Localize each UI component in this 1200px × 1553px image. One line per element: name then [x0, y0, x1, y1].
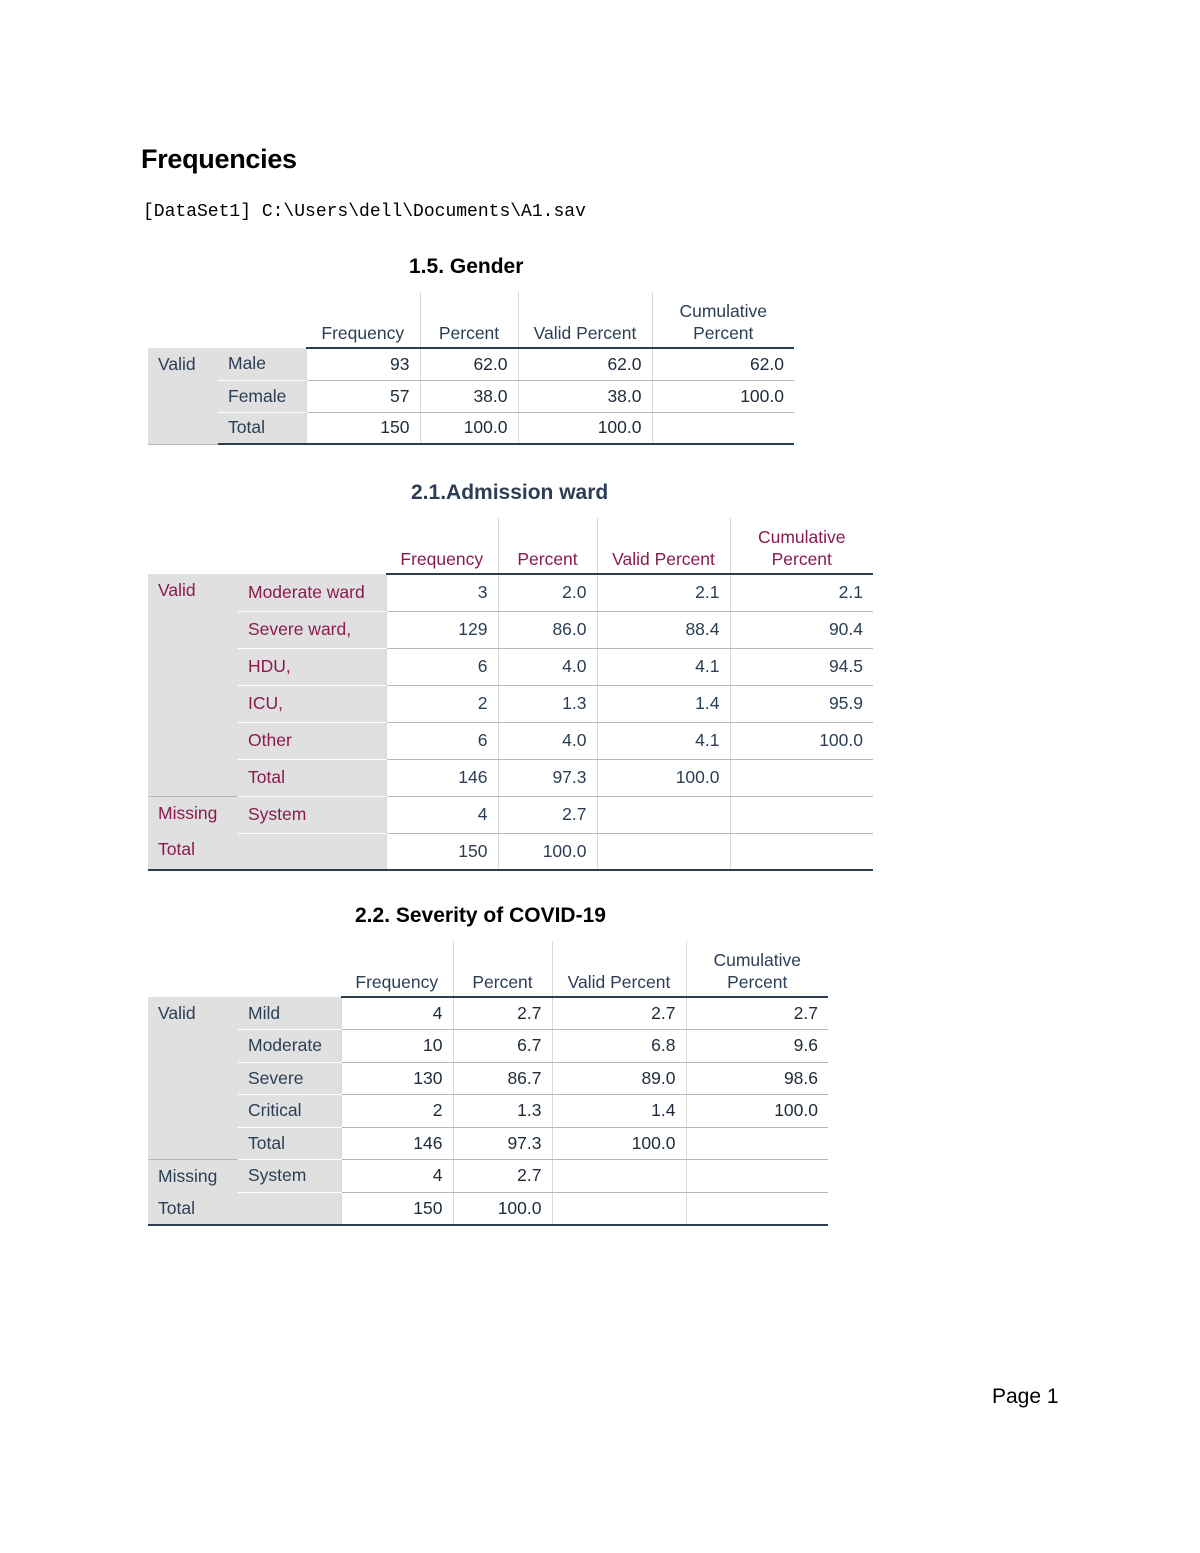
row-label: ICU,: [238, 685, 386, 722]
cell-value: 100.0: [552, 1127, 686, 1160]
table-row: [148, 1030, 828, 1063]
table-row: [148, 348, 794, 380]
row-label: Total: [218, 412, 306, 444]
row-label: [238, 833, 386, 870]
cell-value: 100.0: [420, 412, 518, 444]
cell-value: 86.7: [453, 1062, 552, 1095]
cell-value: 57: [306, 380, 420, 412]
cell-value: 100.0: [498, 833, 597, 870]
cell-value: 1.3: [498, 685, 597, 722]
column-header: Valid Percent: [597, 518, 730, 574]
column-header: Percent: [498, 518, 597, 574]
cell-value: [597, 796, 730, 833]
cell-value: 4: [341, 997, 453, 1030]
table-title-gender: 1.5. Gender: [409, 255, 524, 278]
cell-value: 100.0: [597, 759, 730, 796]
cell-value: 150: [306, 412, 420, 444]
column-header: Cumulative Percent: [686, 941, 828, 997]
cell-value: 2.7: [453, 997, 552, 1030]
table-row: [148, 1127, 828, 1160]
cell-value: 100.0: [518, 412, 652, 444]
table-row: [148, 412, 794, 444]
cell-value: 2.7: [453, 1160, 552, 1193]
row-group-label: Valid: [148, 348, 218, 444]
cell-value: [552, 1192, 686, 1225]
row-label: HDU,: [238, 648, 386, 685]
cell-value: 6.8: [552, 1030, 686, 1063]
table-row: [148, 648, 873, 685]
cell-value: 89.0: [552, 1062, 686, 1095]
cell-value: [686, 1127, 828, 1160]
table-row: [148, 1062, 828, 1095]
column-header: Valid Percent: [552, 941, 686, 997]
cell-value: [686, 1160, 828, 1193]
column-header: Cumulative Percent: [730, 518, 873, 574]
row-label: Total: [238, 1127, 341, 1160]
cell-value: 150: [386, 833, 498, 870]
cell-value: 62.0: [518, 348, 652, 380]
cell-value: 2.0: [498, 574, 597, 611]
cell-value: 4.1: [597, 722, 730, 759]
frequency-table-gender: [148, 292, 794, 445]
row-group-label: Total: [148, 1192, 238, 1225]
table-row: [148, 380, 794, 412]
table-title-admission-ward: 2.1.Admission ward: [411, 481, 609, 504]
table-row: [148, 722, 873, 759]
table-row: [148, 1160, 828, 1193]
cell-value: 6.7: [453, 1030, 552, 1063]
cell-value: 4.1: [597, 648, 730, 685]
row-group-label: Missing: [148, 1160, 238, 1193]
cell-value: 1.3: [453, 1095, 552, 1128]
column-header: Cumulative Percent: [652, 292, 794, 348]
column-header: Frequency: [306, 292, 420, 348]
page-number: Page 1: [992, 1385, 1059, 1408]
table-row: [148, 997, 828, 1030]
row-label: Total: [238, 759, 386, 796]
column-header: Frequency: [386, 518, 498, 574]
cell-value: [730, 796, 873, 833]
cell-value: 150: [341, 1192, 453, 1225]
cell-value: 6: [386, 648, 498, 685]
cell-value: [597, 833, 730, 870]
table-row: [148, 796, 873, 833]
cell-value: 2.7: [498, 796, 597, 833]
row-label: Female: [218, 380, 306, 412]
header-blank: [148, 518, 386, 574]
cell-value: 2.1: [730, 574, 873, 611]
table-row: [148, 759, 873, 796]
cell-value: 86.0: [498, 611, 597, 648]
cell-value: 100.0: [730, 722, 873, 759]
cell-value: 2: [341, 1095, 453, 1128]
cell-value: 2.7: [552, 997, 686, 1030]
cell-value: 129: [386, 611, 498, 648]
header-blank: [148, 941, 341, 997]
column-header: Frequency: [341, 941, 453, 997]
row-group-label: Valid: [148, 574, 238, 796]
row-label: Male: [218, 348, 306, 380]
cell-value: [730, 759, 873, 796]
row-label: Other: [238, 722, 386, 759]
row-label: System: [238, 796, 386, 833]
frequency-table-admission-ward: [148, 518, 873, 871]
cell-value: 146: [341, 1127, 453, 1160]
row-label: Critical: [238, 1095, 341, 1128]
row-label: Mild: [238, 997, 341, 1030]
row-group-label: Total: [148, 833, 238, 870]
cell-value: 4.0: [498, 722, 597, 759]
page-heading: Frequencies: [141, 144, 297, 174]
cell-value: 2.7: [686, 997, 828, 1030]
cell-value: [686, 1192, 828, 1225]
cell-value: 146: [386, 759, 498, 796]
table-row: [148, 685, 873, 722]
cell-value: 100.0: [686, 1095, 828, 1128]
cell-value: [552, 1160, 686, 1193]
cell-value: 10: [341, 1030, 453, 1063]
cell-value: [652, 412, 794, 444]
table-row: [148, 833, 873, 870]
column-header: Percent: [420, 292, 518, 348]
column-header: Percent: [453, 941, 552, 997]
cell-value: 2: [386, 685, 498, 722]
frequency-table-severity: [148, 941, 828, 1226]
cell-value: [730, 833, 873, 870]
row-label: Moderate: [238, 1030, 341, 1063]
table-row: [148, 1192, 828, 1225]
cell-value: 3: [386, 574, 498, 611]
cell-value: 1.4: [597, 685, 730, 722]
row-group-label: Valid: [148, 997, 238, 1160]
cell-value: 62.0: [652, 348, 794, 380]
table-title-severity: 2.2. Severity of COVID-19: [355, 904, 606, 927]
cell-value: 88.4: [597, 611, 730, 648]
row-label: [238, 1192, 341, 1225]
row-label: Severe ward,: [238, 611, 386, 648]
cell-value: 6: [386, 722, 498, 759]
cell-value: 1.4: [552, 1095, 686, 1128]
cell-value: 98.6: [686, 1062, 828, 1095]
cell-value: 4: [386, 796, 498, 833]
cell-value: 100.0: [652, 380, 794, 412]
row-label: Moderate ward: [238, 574, 386, 611]
row-label: Severe: [238, 1062, 341, 1095]
table-row: [148, 1095, 828, 1128]
cell-value: 95.9: [730, 685, 873, 722]
cell-value: 100.0: [453, 1192, 552, 1225]
row-group-label: Missing: [148, 796, 238, 833]
dataset-path: [DataSet1] C:\Users\dell\Documents\A1.sav: [143, 202, 586, 222]
cell-value: 94.5: [730, 648, 873, 685]
cell-value: 97.3: [498, 759, 597, 796]
row-label: System: [238, 1160, 341, 1193]
cell-value: 97.3: [453, 1127, 552, 1160]
table-row: [148, 611, 873, 648]
header-blank: [148, 292, 306, 348]
cell-value: 4.0: [498, 648, 597, 685]
column-header: Valid Percent: [518, 292, 652, 348]
table-row: [148, 574, 873, 611]
cell-value: 38.0: [518, 380, 652, 412]
cell-value: 38.0: [420, 380, 518, 412]
cell-value: 90.4: [730, 611, 873, 648]
cell-value: 93: [306, 348, 420, 380]
cell-value: 2.1: [597, 574, 730, 611]
cell-value: 62.0: [420, 348, 518, 380]
cell-value: 9.6: [686, 1030, 828, 1063]
cell-value: 130: [341, 1062, 453, 1095]
cell-value: 4: [341, 1160, 453, 1193]
